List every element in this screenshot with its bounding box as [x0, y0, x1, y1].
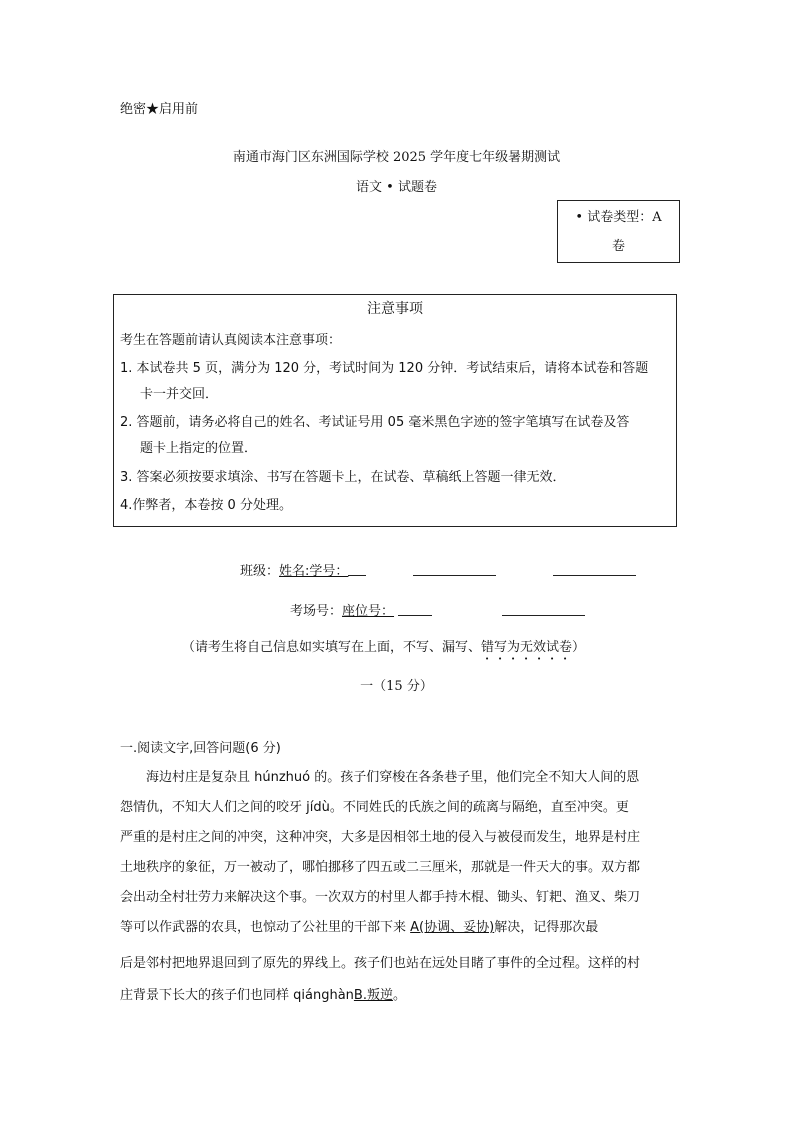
reminder-close: ）: [572, 640, 586, 655]
paper-type-line1: • 试卷类型：A: [575, 210, 662, 225]
exam-subtitle: 语文 • 试题卷: [356, 180, 437, 195]
passage-text: 。: [392, 988, 406, 1003]
notice-item: 2. 答题前，请务必将自己的姓名、考试证号用 05 毫米黑色字迹的签字笔填写在试卷及答: [120, 415, 630, 430]
passage-text: 庄背景下长大的孩子们也同样 qiánghàn: [120, 988, 354, 1003]
section-heading: 一（15 分）: [360, 679, 433, 694]
passage-line: 土地秩序的象征，万一被动了，哪怕挪移了四五或二三厘米，那就是一件天大的事。双方都: [120, 860, 641, 875]
notice-title: 注意事项: [367, 301, 423, 317]
notice-item: 3. 答案必须按要求填涂、书写在答题卡上，在试卷、草稿纸上答题一律无效．: [120, 470, 566, 485]
notice-box: [113, 294, 677, 527]
passage-line: 怨情仇，不知大人们之间的咬牙 jídù。不同姓氏的氏族之间的疏离与隔绝，直至冲突。更: [120, 800, 629, 815]
paper-type-box: [557, 200, 680, 263]
notice-item: 卡一并交回．: [140, 387, 219, 402]
passage-line: 严重的是村庄之间的冲突，这种冲突，大多是因相邻土地的侵入与被侵而发生，地界是村庄: [120, 830, 641, 845]
info-reminder: [182, 636, 585, 663]
name-id-blank[interactable]: [348, 575, 366, 576]
class-label: 班级：: [240, 564, 280, 579]
notice-item: 题卡上指定的位置．: [140, 441, 258, 456]
passage-line-with-blank-a: [120, 916, 598, 935]
notice-item: 4.作弊者，本卷按 0 分处理。: [120, 498, 292, 513]
notice-item: 1. 本试卷共 5 页，满分为 120 分，考试时间为 120 分钟．考试结束后，请将本试卷和答题: [120, 361, 649, 376]
room-label: 考场号：: [290, 604, 343, 619]
reminder-emphasis: 错写为无效试卷: [481, 640, 573, 655]
passage-line-with-blank-b: [120, 984, 406, 1003]
name-id-label: 姓名:学号：: [279, 564, 349, 579]
notice-intro: 考生在答题前请认真阅读本注意事项：: [120, 333, 342, 348]
passage-line: 后是邻村把地界退回到了原先的界线上。孩子们也站在远处目睹了事件的全过程。这样的村: [120, 956, 641, 971]
name-blank[interactable]: [413, 575, 496, 576]
passage-text: 等可以作武器的农具，也惊动了公社里的干部下来: [120, 920, 411, 935]
question-title: 一.阅读文字,回答问题(6 分): [120, 741, 281, 756]
exam-title: 南通市海门区东洲国际学校 2025 学年度七年级暑期测试: [232, 150, 561, 165]
passage-text: 解决，记得那次最: [494, 920, 599, 935]
seat-label: 座位号：: [342, 604, 395, 619]
room-seat-row: [290, 600, 394, 619]
room-blank[interactable]: [502, 615, 585, 616]
reminder-text: （请考生将自己信息如实填写在上面，不写、漏写、: [182, 640, 482, 655]
passage-line: 海边村庄是复杂且 húnzhuó 的。孩子们穿梭在各条巷子里，他们完全不知大人间的恩: [146, 770, 640, 785]
secret-label: 绝密★启用前: [120, 102, 199, 117]
seat-blank[interactable]: [398, 615, 432, 616]
blank-a-options: A(协调、妥协): [410, 920, 495, 935]
passage-line: 会出动全村壮劳力来解决这个事。一次双方的村里人都手持木棍、锄头、钉耙、渔叉、柴刀: [120, 890, 641, 905]
blank-b-word: B.叛逆: [353, 988, 393, 1003]
student-id-blank[interactable]: [553, 575, 636, 576]
paper-type-line2: 卷: [611, 239, 625, 254]
class-name-id-row: [240, 560, 348, 579]
